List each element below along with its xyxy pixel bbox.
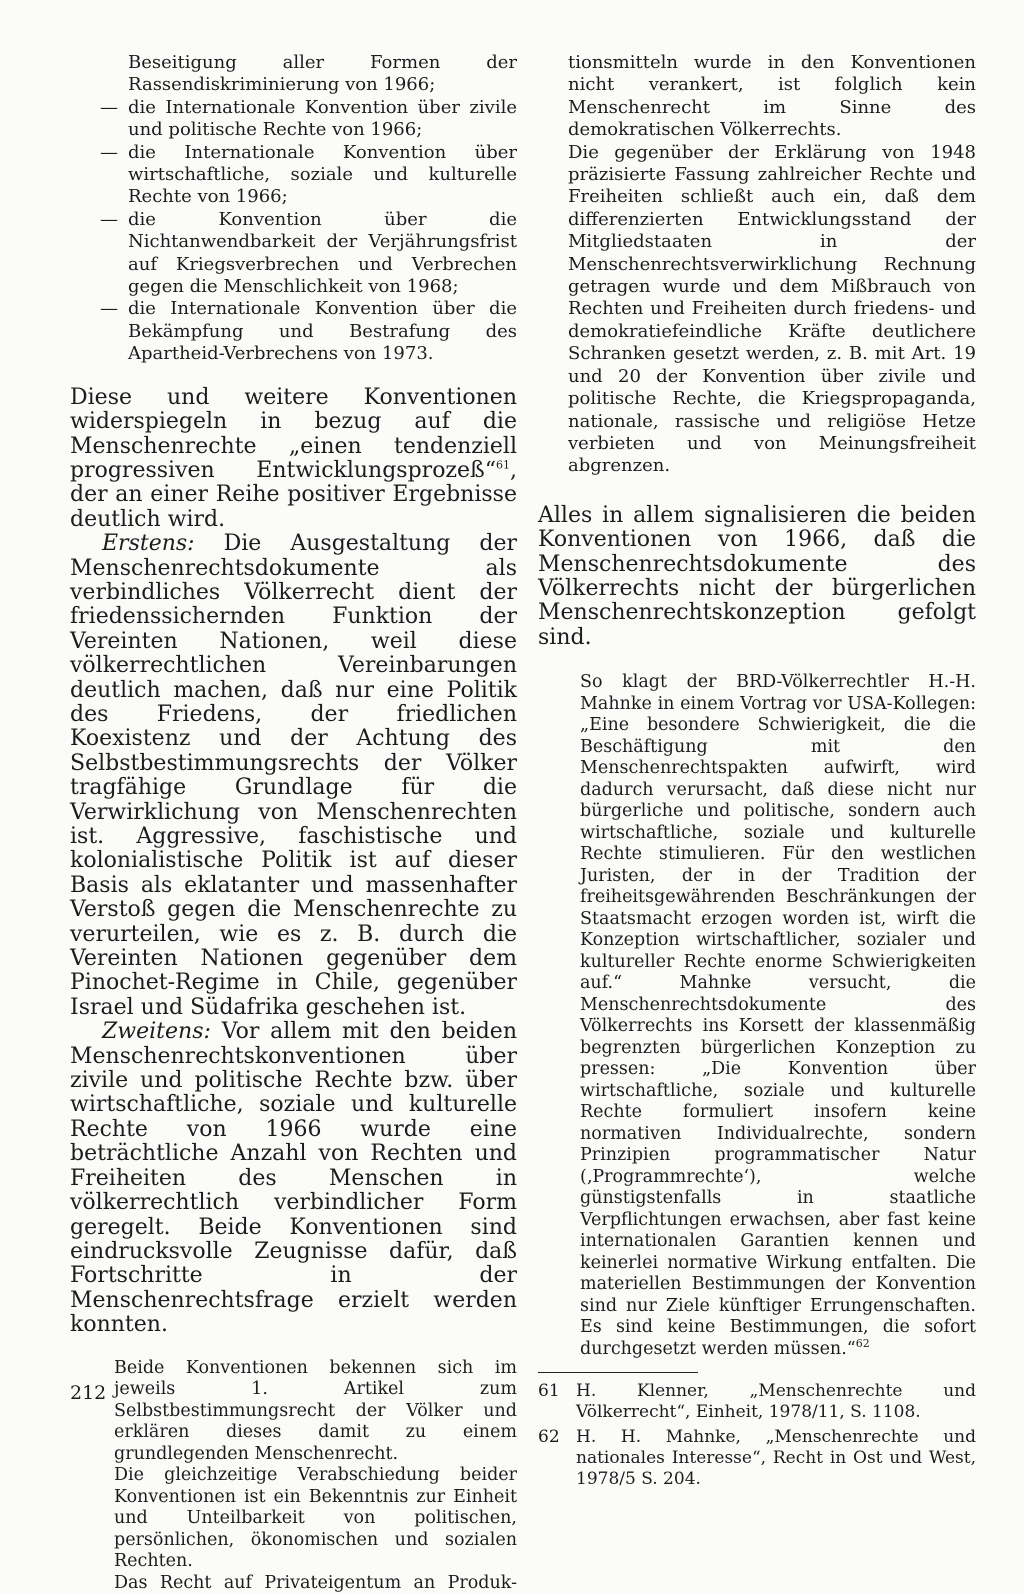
body-paragraph <box>70 1020 517 1337</box>
footnote-ref: 61 <box>496 458 510 472</box>
paragraph-text: , der an einer Reihe positiver Ergebnisse deutlich wird. <box>70 457 517 532</box>
footnote-number: 62 <box>538 1427 560 1448</box>
footnote-text: H. Klenner, „Menschenrechte und Völkerrecht“, Einheit, 1978/11, S. 1108. <box>576 1381 976 1423</box>
convention-list <box>70 52 517 366</box>
paragraph-text: Diese und weitere Konventionen widerspiegeln in bezug auf die Menschenrechte „einen tendenziell progressiven Entwicklungsprozeß“ <box>70 384 517 483</box>
paragraph-text: Die Ausgestaltung der Menschenrechtsdokumente als verbindliches Völkerrecht dient der friedenssichernden Funktion der Vereinten Nationen, weil diese völkerrechtlichen Vereinbarungen deutlich machen, daß nur eine Politik des Friedens, der friedlichen Koexistenz und der Achtung des Selbstbestimmungsrechts der Völker tragfähige Grundlage für die Verwirklichung von Menschenrechten ist. Aggressive, faschistische und kolonialistische Politik ist auf dieser Basis als eklatanter und massenhafter Verstoß gegen die Menschenrechte zu verurteilen, wie es z. B. durch die Vereinten Nationen gegenüber dem Pinochet-Regime in Chile, gegenüber Israel und Südafrika geschehen ist. <box>70 531 517 1020</box>
small-print-block <box>538 52 976 478</box>
body-paragraph: Alles in allem signalisieren die beiden Konventionen von 1966, daß die Menschenrechtsdokumente des Völkerrechts nicht der bürgerlichen Menschenrechtskonzeption gefolgt sind. <box>538 502 976 650</box>
footnotes <box>538 1381 976 1490</box>
small-print-block <box>70 1358 517 1594</box>
list-item: — die Internationale Konvention über wirtschaftliche, soziale und kulturelle Rechte von 1966; <box>70 142 517 209</box>
body-paragraph <box>70 532 517 1020</box>
small-paragraph: Die gegenüber der Erklärung von 1948 präzisierte Fassung zahlreicher Rechte und Freiheiten schließt auch ein, daß dem differenzierten Entwicklungsstand der Mitgliedstaaten in der Menschenrechtsverwirklichung Rechnung getragen wurde und dem Mißbrauch von Rechten und Freiheiten durch friedens- und demokratiefeindliche Kräfte deutlichere Schranken gesetzt werden, z. B. mit Art. 19 und 20 der Konvention über zivile und politische Rechte, die Kriegspropaganda, nationale, rassische und religiöse Hetze verbieten und von Meinungsfreiheit abgrenzen. <box>568 141 976 477</box>
paragraph-text: Vor allem mit den beiden Menschenrechtskonventionen über zivile und politische Rechte bzw. über wirtschaftliche, soziale und kulturelle Rechte von 1966 wurde eine beträchtliche Anzahl von Rechten und Freiheiten des Menschen in völkerrechtlich verbindlicher Form geregelt. Beide Konventionen sind eindrucksvolle Zeugnisse dafür, daß Fortschritte in der Menschenrechtsfrage erzielt werden konnten. <box>70 1019 517 1338</box>
list-item: — die Internationale Konvention über die Bekämpfung und Bestrafung des Apartheid-Verbrechens von 1973. <box>70 298 517 365</box>
list-item: Beseitigung aller Formen der Rassendiskriminierung von 1966; <box>128 52 517 96</box>
small-paragraph: Beide Konventionen bekennen sich im jeweils 1. Artikel zum Selbstbestimmungsrecht der Völker und erklären dieses damit zu einem grundlegenden Menschenrecht. <box>114 1357 517 1464</box>
footnote-number: 61 <box>538 1381 560 1402</box>
quote-text <box>580 672 976 1360</box>
right-column <box>538 52 976 1494</box>
list-item: — die Konvention über die Nichtanwendbarkeit der Verjährungsfrist auf Kriegsverbrechen und Verbrechen gegen die Menschlichkeit von 1968; <box>70 209 517 299</box>
list-item: — die Internationale Konvention über zivile und politische Rechte von 1966; <box>70 97 517 142</box>
paragraph-lead: Erstens: <box>102 531 195 557</box>
paragraph-lead: Zweitens: <box>102 1019 211 1045</box>
left-column <box>70 52 517 1594</box>
footnote <box>538 1427 976 1490</box>
footnote-text: H. H. Mahnke, „Menschenrechte und nationales Interesse“, Recht in Ost und West, 1978/5 S. 204. <box>576 1427 976 1490</box>
small-paragraph: Das Recht auf Privateigentum an Produk- <box>114 1572 517 1593</box>
body-paragraph <box>70 386 517 532</box>
quote-body: So klagt der BRD-Völkerrechtler H.-H. Mahnke in einem Vortrag vor USA-Kollegen: „Eine besondere Schwierigkeit, die die Beschäftigung mit den Menschenrechtspakten aufwirft, wird dadurch verursacht, daß diese nicht nur bürgerliche und politische, sondern auch wirtschaftliche, soziale und kulturelle Rechte stimulieren. Für den westlichen Juristen, der in der Tradition der freiheitsgewährenden Beschränkungen der Staatsmacht erzogen worden ist, wirft die Konzeption wirtschaftlicher, sozialer und kultureller Rechte enorme Schwierigkeiten auf.“ Mahnke versucht, die Menschenrechtsdokumente des Völkerrechts ins Korsett der klassenmäßig begrenzten bürgerlichen Konzeption zu pressen: „Die Konvention über wirtschaftliche, soziale und kulturelle Rechte formuliert insofern keine normativen Individualrechte, sondern Prinzipien programmatischer Natur (‚Programmrechte‘), welche günstigstenfalls in staatliche Verpflichtungen erwachsen, aber fast keine internationalen Garantien kennen und keinerlei normative Wirkung entfalten. Die materiellen Bestimmungen der Konvention sind nur Ziele künftiger Errungenschaften. Es sind keine Bestimmungen, die sofort durchgesetzt werden müssen.“ <box>580 672 976 1359</box>
footnote-ref: 62 <box>855 1336 870 1350</box>
small-paragraph: Die gleichzeitige Verabschiedung beider Konventionen ist ein Bekenntnis zur Einheit und Unteilbarkeit von politischen, persönlichen, ökonomischen und sozialen Rechten. <box>114 1465 517 1572</box>
footnote <box>538 1381 976 1423</box>
quote-block <box>538 672 976 1360</box>
page-number: 212 <box>70 1382 107 1404</box>
small-paragraph: tionsmitteln wurde in den Konventionen nicht verankert, ist folglich kein Menschenrecht im Sinne des demokratischen Völkerrechts. <box>568 52 976 141</box>
footnote-divider <box>538 1372 698 1373</box>
